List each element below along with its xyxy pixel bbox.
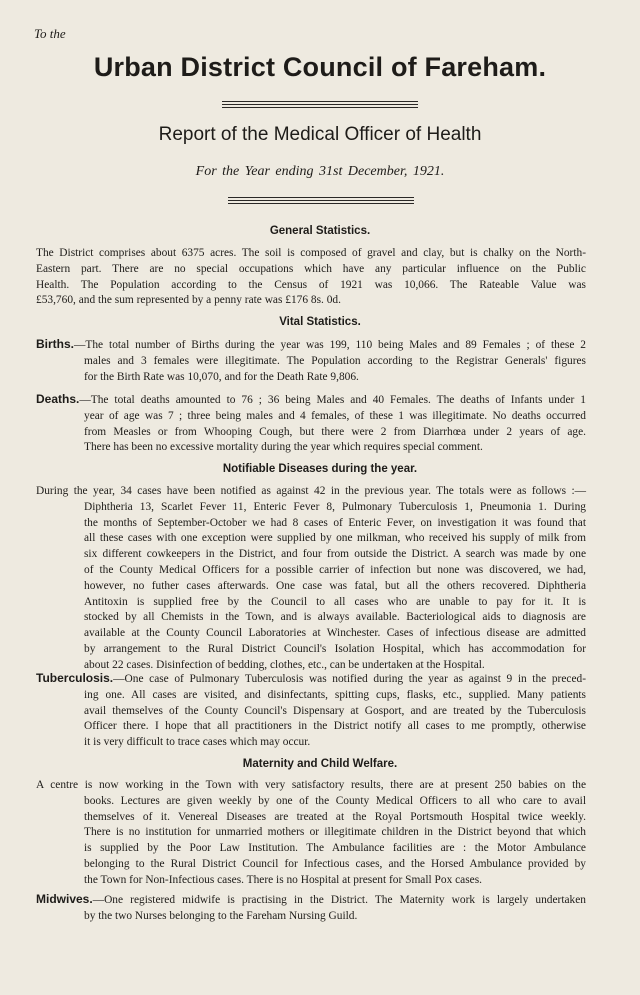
heading-general-statistics: General Statistics. xyxy=(269,225,371,237)
text-line: £53,760, and the sum represented by a penny rate was £176 8s. 0d. xyxy=(36,294,341,307)
text-line: stocked by all Chemists in the Town, and is always available. Bacteriological aids to diagnosis are xyxy=(84,611,586,624)
lead-midwives: Midwives. xyxy=(36,892,93,906)
heading-notifiable-diseases: Notifiable Diseases during the year. xyxy=(222,463,418,475)
text-line: all these cases with one exception were supplied by one milkman, who received his supply of milk from xyxy=(84,532,586,545)
text-line: of the County Medical Officers for a possible carrier of infection but none was discovered, we had, xyxy=(84,563,586,576)
text-line: available at the County Council Laboratories at Winchester. Cases of infectious disease are admitted xyxy=(84,627,586,640)
lead-deaths: Deaths. xyxy=(36,392,80,406)
text-line: about 22 cases. Disinfection of bedding, clothes, etc., can be undertaken at the Hospital. xyxy=(84,658,485,671)
text-line: belonging to the Rural District Council for Infectious cases, and the Horsed Ambulance provided by xyxy=(84,857,586,870)
paragraph-tuberculosis xyxy=(36,671,586,751)
text-line: ing one. All cases are visited, and disinfectants, spitting cups, flasks, etc., supplied. Many patients xyxy=(84,688,586,701)
text-line: it is very difficult to trace cases which may occur. xyxy=(84,736,311,749)
text-line: books. Lectures are given weekly by one of the County Medical Officers to all who care to avail xyxy=(84,794,586,807)
text-run: —One case of Pulmonary Tuberculosis was notified during the year as against 9 in the preced- xyxy=(113,673,586,685)
text-line: A centre is now working in the Town with very satisfactory results, there are at present 250 babies on the xyxy=(36,779,586,791)
text-line: There has been no excessive mortality during the year which requires special comment. xyxy=(84,441,483,454)
text-line: Health. The Population according to the Census of 1921 was 10,066. The Rateable Value was xyxy=(36,278,586,291)
text-line: males and 3 females were illegitimate. The Population according to the Registrar Generals' figures xyxy=(84,354,586,367)
text-line: the months of September-October we had 8 cases of Enteric Fever, on investigation it was found that xyxy=(84,516,586,529)
paragraph-general-statistics xyxy=(36,246,586,309)
text-line: avail themselves of the County Council's Dispensary at Gosport, and are treated by the Tuberculosis xyxy=(84,704,586,717)
text-line xyxy=(36,892,586,909)
paragraph-notifiable-diseases xyxy=(36,484,586,674)
paragraph-maternity xyxy=(36,778,586,889)
lead-tuberculosis: Tuberculosis. xyxy=(36,671,114,685)
report-year: For the Year ending 31st December, 1921. xyxy=(195,164,445,179)
heading-vital-statistics: Vital Statistics. xyxy=(279,316,361,328)
text-run: —The total number of Births during the year was 199, 110 being Males and 89 Females ; of these 2 xyxy=(74,339,586,351)
text-line: however, no futher cases afterwards. One case was fatal, but all the others recovered. Diphtheria xyxy=(84,579,586,592)
text-line: themselves of it. Venereal Diseases are treated at the Royal Portsmouth Hospital twice weekly. xyxy=(84,810,586,823)
paragraph-births xyxy=(36,337,586,385)
text-line: Eastern part. There are no special occupations which have any particular influence on the Public xyxy=(36,262,586,275)
council-title: Urban District Council of Fareham. xyxy=(93,52,547,82)
text-line: from Measles or from Whooping Cough, but there were 2 from Diarrhœa under 2 years of age. xyxy=(84,425,586,438)
paragraph-midwives xyxy=(36,892,586,925)
text-line xyxy=(36,337,586,354)
text-line xyxy=(36,671,586,688)
text-run: —One registered midwife is practising in the District. The Maternity work is largely undertaken xyxy=(92,894,586,906)
text-line: During the year, 34 cases have been notified as against 42 in the previous year. The totals were as follows :— xyxy=(36,485,586,497)
text-line: The District comprises about 6375 acres. The soil is composed of gravel and clay, but is chalky on the North- xyxy=(36,247,586,259)
text-line: There is no institution for unmarried mothers or illegitimate children in the District beyond that which xyxy=(84,826,586,839)
text-line: Diphtheria 13, Scarlet Fever 11, Enteric Fever 8, Pulmonary Tuberculosis 1, Pneumonia 1. During xyxy=(84,500,586,513)
text-line: is supplied by the Poor Law Institution. The Ambulance facilities are : the Motor Ambulance xyxy=(84,842,586,855)
text-line: six different cowkeepers in the District, and four from outside the District. A search was made by one xyxy=(84,548,586,561)
addressee: To the xyxy=(34,26,66,41)
text-line xyxy=(36,392,586,409)
lead-births: Births. xyxy=(36,337,75,351)
text-line: the Town for Non-Infectious cases. There is no Hospital at present for Small Pox cases. xyxy=(84,873,482,886)
text-line: Officer there. I hope that all practitioners in the District notify all cases to me promptly, otherwise xyxy=(84,720,586,733)
text-line: by arrangement to the Rural District Council's Isolation Hospital, which has accommodation for xyxy=(84,642,586,655)
text-line: year of age was 7 ; three being males and 4 females, of these 1 was illegitimate. No deaths occurred xyxy=(84,409,586,422)
text-run: —The total deaths amounted to 76 ; 36 being Males and 40 Females. The deaths of Infants under 1 xyxy=(79,394,586,406)
text-line: for the Birth Rate was 10,070, and for the Death Rate 9,806. xyxy=(84,370,359,383)
paragraph-deaths xyxy=(36,392,586,456)
text-line: by the two Nurses belonging to the Fareham Nursing Guild. xyxy=(84,909,358,922)
heading-maternity: Maternity and Child Welfare. xyxy=(242,758,398,770)
report-title: Report of the Medical Officer of Health xyxy=(158,124,482,145)
text-line: Antitoxin is supplied free by the Council to all cases who are unable to pay for it. It is xyxy=(84,595,586,608)
